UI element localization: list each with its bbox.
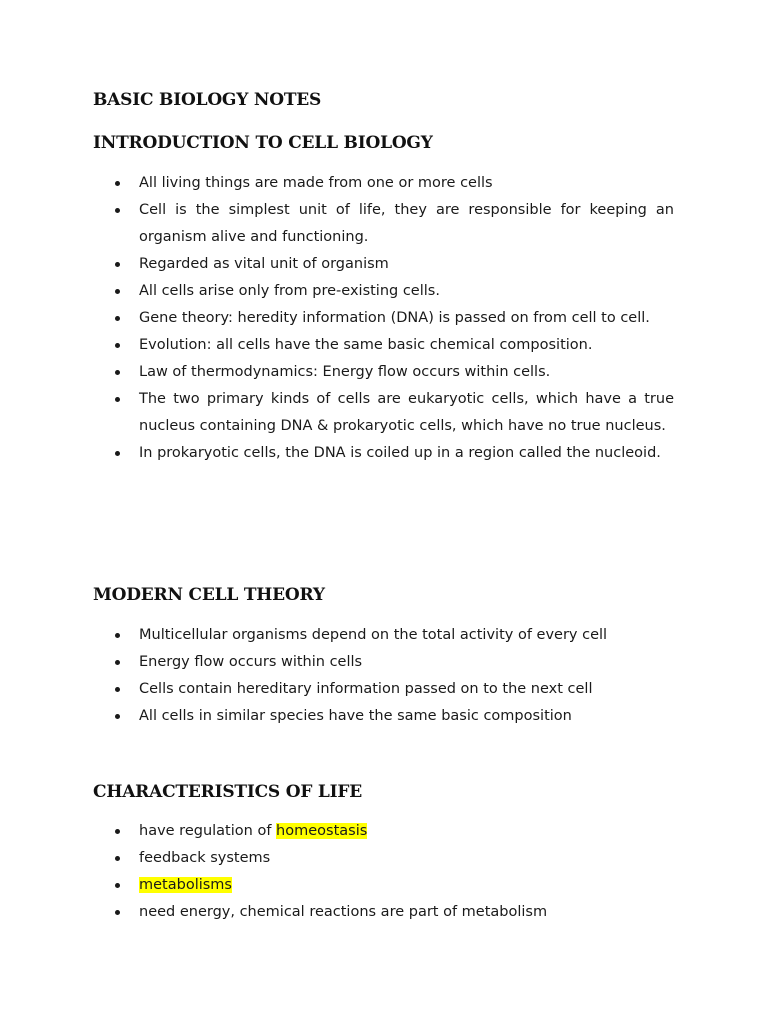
section-heading-characteristics-of-life: CHARACTERISTICS OF LIFE bbox=[93, 782, 363, 802]
list-item: The two primary kinds of cells are eukaryotic cells, which have a true nucleus containing DNA & prokaryotic cells, which have no true nucleus. bbox=[93, 386, 674, 440]
list-item: All cells in similar species have the same basic composition bbox=[93, 703, 674, 730]
list-item: All living things are made from one or more cells bbox=[93, 170, 674, 197]
list-item: Evolution: all cells have the same basic chemical composition. bbox=[93, 332, 674, 359]
bullet-icon bbox=[115, 262, 120, 267]
document-title: BASIC BIOLOGY NOTES bbox=[93, 90, 322, 110]
bullet-icon bbox=[115, 316, 120, 321]
bullet-icon bbox=[115, 883, 120, 888]
list-item bbox=[93, 872, 674, 899]
bullet-icon bbox=[115, 208, 120, 213]
bullet-icon bbox=[115, 397, 120, 402]
bullet-icon bbox=[115, 451, 120, 456]
list-item: feedback systems bbox=[93, 845, 674, 872]
bullet-icon bbox=[115, 370, 120, 375]
list-item: Law of thermodynamics: Energy flow occurs within cells. bbox=[93, 359, 674, 386]
bullet-icon bbox=[115, 856, 120, 861]
characteristics-bullet-list bbox=[93, 818, 674, 926]
list-item: Cell is the simplest unit of life, they are responsible for keeping an organism alive and functioning. bbox=[93, 197, 674, 251]
bullet-icon bbox=[115, 181, 120, 186]
bullet-icon bbox=[115, 633, 120, 638]
intro-bullet-list bbox=[93, 170, 674, 467]
bullet-icon bbox=[115, 343, 120, 348]
bullet-icon bbox=[115, 687, 120, 692]
bullet-icon bbox=[115, 829, 120, 834]
modern-cell-theory-bullet-list bbox=[93, 622, 674, 730]
list-item: Energy flow occurs within cells bbox=[93, 649, 674, 676]
section-heading-intro: INTRODUCTION TO CELL BIOLOGY bbox=[93, 133, 433, 153]
list-item: Regarded as vital unit of organism bbox=[93, 251, 674, 278]
highlighted-term: homeostasis bbox=[276, 823, 368, 839]
list-item: In prokaryotic cells, the DNA is coiled up in a region called the nucleoid. bbox=[93, 440, 674, 467]
list-item: All cells arise only from pre-existing cells. bbox=[93, 278, 674, 305]
highlighted-term: metabolisms bbox=[139, 877, 232, 893]
list-item: have regulation of homeostasis bbox=[93, 818, 674, 845]
list-item: Cells contain hereditary information passed on to the next cell bbox=[93, 676, 674, 703]
list-item: Multicellular organisms depend on the total activity of every cell bbox=[93, 622, 674, 649]
bullet-icon bbox=[115, 660, 120, 665]
bullet-icon bbox=[115, 714, 120, 719]
list-item: Gene theory: heredity information (DNA) is passed on from cell to cell. bbox=[93, 305, 674, 332]
list-item: need energy, chemical reactions are part of metabolism bbox=[93, 899, 674, 926]
section-heading-modern-cell-theory: MODERN CELL THEORY bbox=[93, 585, 325, 605]
bullet-icon bbox=[115, 289, 120, 294]
bullet-icon bbox=[115, 910, 120, 915]
